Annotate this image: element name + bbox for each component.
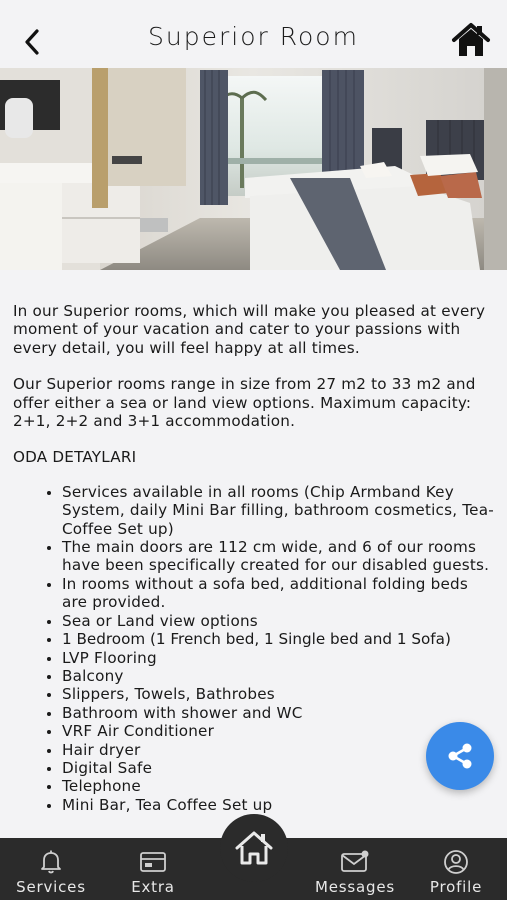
- app-header: [0, 0, 507, 68]
- list-item: Slippers, Towels, Bathrobes: [44, 685, 498, 703]
- home-icon: [234, 829, 274, 867]
- share-button[interactable]: [426, 722, 494, 790]
- list-item: 1 Bedroom (1 French bed, 1 Single bed and 1 Sofa): [44, 630, 498, 648]
- room-description: [13, 302, 498, 814]
- description-paragraph-1: In our Superior rooms, which will make you pleased at every moment of your vacation and cater to your passions with every detail, you will feel happy at all times.: [13, 302, 486, 357]
- home-button[interactable]: [451, 20, 491, 60]
- list-item: VRF Air Conditioner: [44, 722, 498, 740]
- nav-item-profile[interactable]: [420, 838, 492, 900]
- list-item: Bathroom with shower and WC: [44, 704, 498, 722]
- list-item: Services available in all rooms (Chip Armband Key System, daily Mini Bar filling, bathroom cosmetics, Tea-Coffee Set up): [44, 483, 498, 538]
- home-icon: [451, 20, 491, 60]
- user-icon: [443, 849, 469, 875]
- nav-label: Extra: [131, 878, 175, 896]
- room-photo: [0, 68, 507, 270]
- list-item: The main doors are 112 cm wide, and 6 of our rooms have been specifically created for our disabled guests.: [44, 538, 498, 575]
- feature-list: [13, 483, 498, 814]
- list-item: Digital Safe: [44, 759, 498, 777]
- list-item: Hair dryer: [44, 741, 498, 759]
- nav-label: Messages: [315, 878, 395, 896]
- section-title: ODA DETAYLARI: [13, 448, 137, 467]
- list-item: In rooms without a sofa bed, additional folding beds are provided.: [44, 575, 498, 612]
- nav-item-home[interactable]: [220, 814, 288, 882]
- description-paragraph-2: Our Superior rooms range in size from 27 m2 to 33 m2 and offer either a sea or land view options. Maximum capacity: 2+1, 2+2 and 3+1 accommodation.: [13, 375, 476, 431]
- list-item: Balcony: [44, 667, 498, 685]
- list-item: Sea or Land view options: [44, 612, 498, 630]
- bell-icon: [39, 849, 63, 875]
- page-title: Superior Room: [148, 22, 359, 51]
- mail-icon: [340, 850, 370, 874]
- nav-item-services[interactable]: [8, 838, 94, 900]
- card-icon: [139, 851, 167, 873]
- share-icon: [445, 741, 475, 771]
- nav-item-messages[interactable]: [310, 838, 400, 900]
- nav-label: Services: [16, 878, 86, 896]
- list-item: Telephone: [44, 777, 498, 795]
- nav-item-extra[interactable]: [114, 838, 192, 900]
- list-item: LVP Flooring: [44, 649, 498, 667]
- list-item: Mini Bar, Tea Coffee Set up: [44, 796, 498, 814]
- nav-label: Profile: [429, 878, 483, 896]
